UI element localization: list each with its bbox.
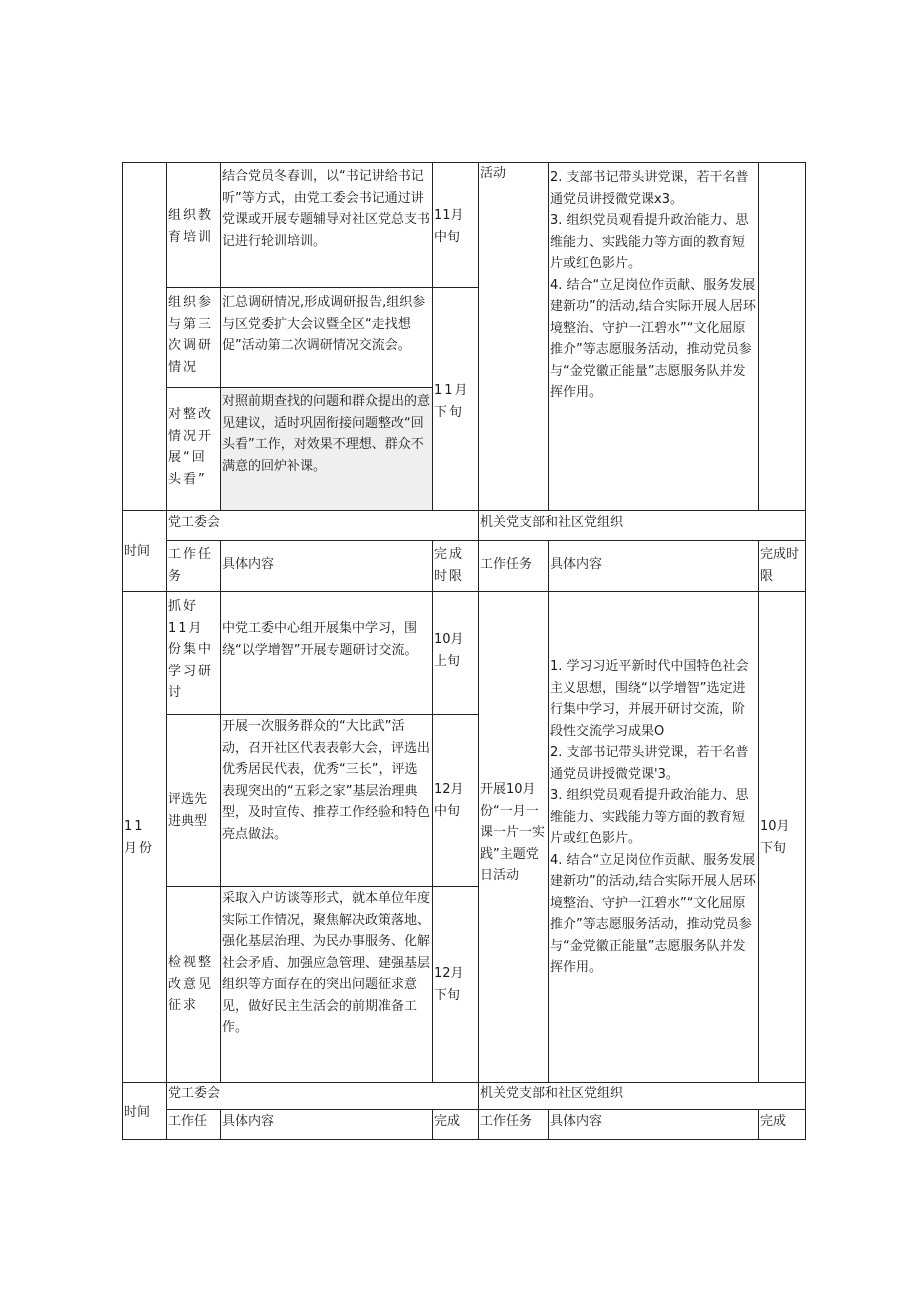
rule-top	[122, 162, 806, 163]
rule	[758, 162, 759, 510]
rule	[166, 1109, 806, 1110]
branch-content-cell	[548, 167, 758, 404]
task-header: 工作任务	[168, 547, 214, 584]
deadline-cell: 12月下旬	[434, 966, 464, 1003]
task-cell: 组织参与第三次调研情况	[168, 295, 214, 375]
branch-content-cell	[548, 656, 758, 979]
branch-deadline-header: 完成时限	[760, 547, 800, 584]
branch-content-header: 具体内容	[550, 1114, 603, 1129]
content-cell: 结合党员冬春训，以“书记讲给书记听”等方式，由党工委会书记通过讲党课或开展专题辅导对社区党总支书记进行轮训培训。	[222, 169, 431, 249]
deadline-header: 完成	[434, 1114, 461, 1129]
branch-content-item: 3. 组织党员观看提升政治能力、思维能力、实践能力等方面的教育短片或红色影片。	[550, 213, 749, 271]
branch-task-header: 工作任务	[480, 557, 533, 572]
rule	[166, 387, 432, 388]
content-cell: 对照前期查找的问题和群众提出的意见建议，适时巩固衔接问题整改“回头看”工作，对效果不理想、群众不满意的回炉补课。	[222, 394, 431, 474]
time-header: 时间	[124, 544, 151, 559]
rule	[122, 591, 806, 592]
task-cell: 检视整改意见征求	[168, 955, 214, 1013]
deadline-cell: 12月中旬	[434, 782, 464, 819]
branch-content-item: 2. 支部书记带头讲党课，若干名普通党员讲授微党课'3。	[550, 745, 749, 782]
branch-content-item: 3. 组织党员观看提升政治能力、思维能力、实践能力等方面的教育短片或红色影片。	[550, 788, 749, 846]
task-header: 工作任	[168, 1114, 208, 1129]
month-cell: 11 月份	[124, 819, 155, 856]
content-header: 具体内容	[222, 1114, 275, 1129]
branch-task-header: 工作任务	[480, 1114, 533, 1129]
branch-content-item: 1. 学习习近平新时代中国特色社会主义思想，围绕“以学增智”选定进行集中学习，并展开研讨交流，阶段性交流学习成果O	[550, 659, 749, 739]
rule-bottom	[122, 1139, 806, 1140]
rule-right	[805, 162, 806, 1140]
deadline-cell: 11月中旬	[434, 208, 464, 245]
branch-content-item: 4. 结合“立足岗位作贡献、服务发展建新功”的活动,结合实际开展人居环境整治、守护一江碧水”“文化屈原推介”等志愿服务活动，推动党员参与“金党徽正能量”志愿服务队并发挥作用。	[550, 277, 756, 400]
branch-content-item: 2. 支部书记带头讲党课，若干名普通党员讲授微党课x3。	[550, 170, 749, 207]
time-header: 时间	[124, 1105, 151, 1120]
branch-task-cell: 开展10月份“一月一课一片一实践”主题党日活动	[480, 782, 546, 883]
task-cell: 对整改情况开展“回头看”	[168, 407, 214, 487]
rule	[758, 540, 759, 1082]
rule	[122, 510, 806, 511]
deadline-cell: 11月下旬	[434, 383, 470, 420]
branch-content-item: 4. 结合“立足岗位作贡献、服务发展建新功”的活动,结合实际开展人居环境整治、守护一江碧水”“文化屈原推介”等志愿服务活动，推动党员参与“金党徽正能量”志愿服务队并发挥作用。	[550, 852, 756, 975]
committee-header: 党工委会	[168, 515, 221, 530]
rule	[478, 162, 479, 1140]
content-cell: 汇总调研情况,形成调研报告,组织参与区党委扩大会议暨全区“走找想促”活动第二次调研情况交流会。	[222, 295, 426, 353]
branch-deadline-header: 完成	[760, 1114, 787, 1129]
task-cell: 组织教育培训	[168, 208, 214, 245]
deadline-cell: 10月上旬	[434, 632, 464, 669]
rule-left	[122, 162, 123, 1140]
branch-header: 机关党支部和社区党组织	[480, 1086, 624, 1101]
content-header: 具体内容	[222, 557, 275, 572]
branch-deadline-cell: 10月下旬	[760, 819, 790, 856]
content-cell: 采取入户访谈等形式，就本单位年度实际工作情况，聚焦解决政策落地、强化基层治理、为民办事服务、化解社会矛盾、加强应急管理、建强基层组织等方面存在的突出问题征求意见，做好民主生活会的前期准备工作。	[222, 891, 431, 1035]
task-cell: 评选先进典型	[168, 792, 208, 829]
deadline-header: 完成时限	[434, 547, 465, 584]
branch-content-header: 具体内容	[550, 557, 603, 572]
task-cell: 抓好11月份集中学习研讨	[168, 599, 214, 700]
committee-header: 党工委会	[168, 1086, 221, 1101]
branch-header: 机关党支部和社区党组织	[480, 515, 624, 530]
content-cell: 开展一次服务群众的“大比武”活动，召开社区代表表彰大会，评选出优秀居民代表，优秀“三长”，评选表现突出的“五彩之家”基层治理典型，及时宣传、推荐工作经验和特色亮点做法。	[222, 719, 431, 842]
content-cell: 中党工委中心组开展集中学习，围绕“以学增智”开展专题研讨交流。	[222, 621, 418, 658]
rule	[166, 540, 806, 541]
branch-task-cell: 活动	[480, 166, 507, 181]
